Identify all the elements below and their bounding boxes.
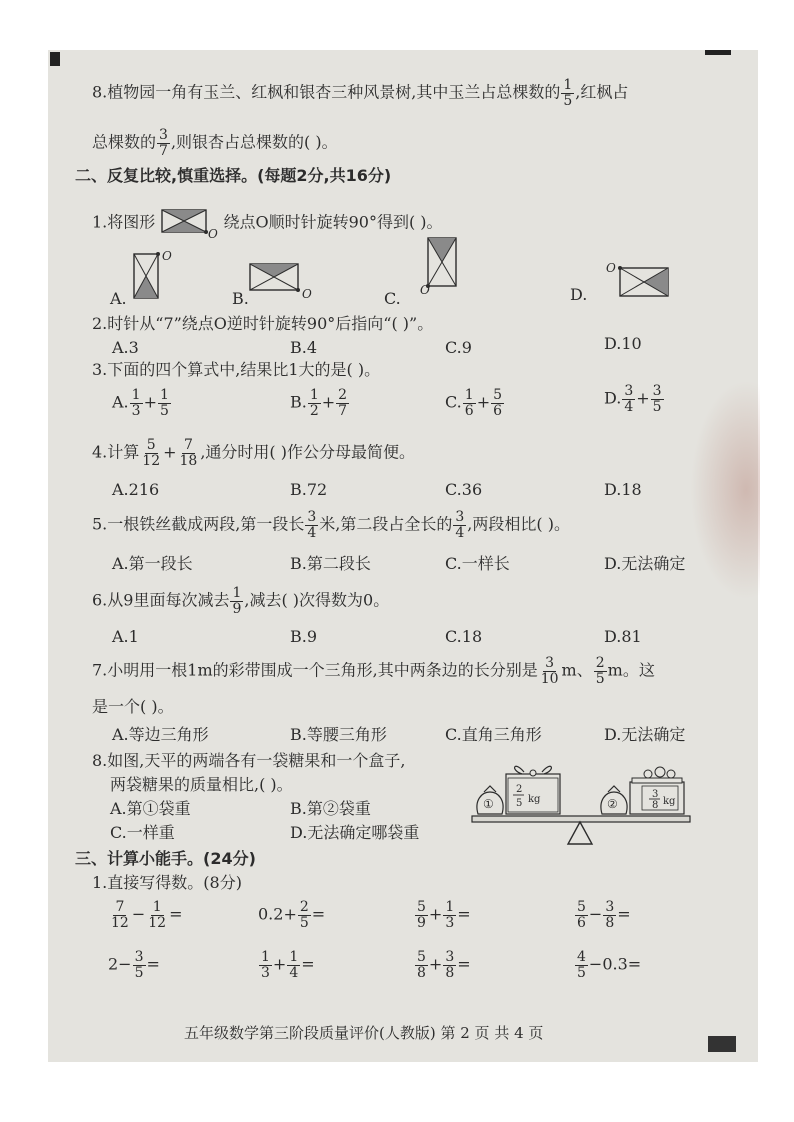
fraction: $\frac{3}{8}$: [605, 899, 615, 931]
option-a[interactable]: A.216: [112, 480, 160, 499]
option-d[interactable]: D.81: [604, 627, 642, 646]
fraction: $\frac{5}{12}$: [142, 437, 161, 469]
calc-problem-8[interactable]: $\frac{4}{5}$ −0.3=: [577, 949, 642, 981]
box-2-denominator: 8: [652, 800, 659, 811]
calc-problem-5[interactable]: 2− $\frac{3}{5}$ =: [108, 949, 160, 981]
option-a[interactable]: A. $\frac{1}{3}$ + $\frac{1}{5}$: [112, 387, 169, 419]
calc-problem-1[interactable]: $\frac{7}{12}$ − $\frac{1}{12}$ =: [111, 899, 183, 931]
svg-text:O: O: [162, 250, 172, 263]
fraction: $\frac{2}{7}$: [338, 387, 348, 419]
subsection-1-title: 1.直接写得数。(8分): [92, 873, 242, 892]
option-b[interactable]: B.9: [290, 627, 318, 646]
option-d[interactable]: D.18: [604, 480, 642, 499]
option-c[interactable]: C.一样重: [110, 823, 175, 842]
calc-problem-2[interactable]: 0.2+ $\frac{2}{5}$ =: [258, 899, 326, 931]
choice-question-3-stem: 3.下面的四个算式中,结果比1大的是( )。: [92, 360, 381, 379]
fraction: $\frac{5}{6}$: [493, 387, 503, 419]
fill-question-8-line1: 8.植物园一角有玉兰、红枫和银杏三种风景树,其中玉兰占总棵数的 $\frac{1}{5}$ ,红枫占: [92, 77, 629, 109]
option-c-figure: [420, 236, 464, 294]
option-a[interactable]: A.第①袋重: [110, 799, 191, 818]
choice-question-2-stem: 2.时针从“7”绕点O逆时针旋转90°后指向“( )”。: [92, 314, 434, 333]
option-d[interactable]: D.无法确定: [604, 554, 686, 573]
section-2-title: 二、反复比较,慎重选择。(每题2分,共16分): [75, 166, 392, 185]
fraction: $\frac{2}{5}$: [299, 899, 309, 931]
choice-question-7-stem: 7.小明用一根1m的彩带围成一个三角形,其中两条边的长分别是 $\frac{3}{10}$ m、 $\frac{2}{5}$ m。这: [92, 655, 655, 687]
option-a[interactable]: A.: [110, 289, 127, 308]
bag-1-label: ①: [483, 797, 494, 811]
option-b[interactable]: B.72: [290, 480, 328, 499]
choice-question-5-stem: 5.一根铁丝截成两段,第一段长 $\frac{3}{4}$ 米,第二段占全长的 $\frac{3}{4}$ ,两段相比( )。: [92, 509, 570, 541]
calc-problem-3[interactable]: $\frac{5}{9}$ + $\frac{1}{3}$ =: [417, 899, 471, 931]
option-b[interactable]: B.第二段长: [290, 554, 371, 573]
fraction: $\frac{2}{5}$: [595, 655, 605, 687]
svg-text:O: O: [420, 283, 430, 294]
bag-2-label: ②: [607, 797, 618, 811]
option-c[interactable]: C.: [384, 289, 401, 308]
option-d-figure: [604, 262, 672, 302]
svg-text:O: O: [606, 262, 616, 275]
fraction: $\frac{3}{5}$: [652, 383, 662, 415]
fraction: $\frac{7}{18}$: [179, 437, 198, 469]
option-c[interactable]: C.18: [445, 627, 483, 646]
fraction: $\frac{5}{6}$: [577, 899, 586, 931]
option-d[interactable]: D. $\frac{3}{4}$ + $\frac{3}{5}$: [604, 383, 662, 415]
fraction: $\frac{3}{4}$: [455, 509, 465, 541]
scan-corner-mark: [50, 52, 60, 66]
fraction: $\frac{3}{8}$: [445, 949, 455, 981]
option-d[interactable]: D.无法确定: [604, 725, 686, 744]
option-a[interactable]: A.1: [112, 627, 139, 646]
box-2-unit: kg: [663, 796, 676, 807]
option-b-figure: [246, 260, 316, 300]
option-d[interactable]: D.无法确定哪袋重: [290, 823, 420, 842]
scan-corner-mark: [705, 50, 731, 55]
option-b[interactable]: B.4: [290, 338, 318, 357]
option-c[interactable]: C.一样长: [445, 554, 510, 573]
fraction: $\frac{1}{12}$: [148, 899, 167, 931]
fraction: $\frac{3}{5}$: [134, 949, 144, 981]
fraction: $\frac{1}{3}$: [131, 387, 141, 419]
box-1-numerator: 2: [516, 784, 523, 795]
finger-shadow: [690, 380, 760, 600]
option-b[interactable]: B.第②袋重: [290, 799, 371, 818]
fraction: $\frac{1}{6}$: [464, 387, 474, 419]
svg-text:O: O: [208, 227, 219, 238]
choice-question-8-line2: 两袋糖果的质量相比,( )。: [110, 775, 293, 794]
choice-question-6-stem: 6.从9里面每次减去 $\frac{1}{9}$ ,减去( )次得数为0。: [92, 585, 390, 617]
fraction: $\frac{1}{2}$: [309, 387, 319, 419]
option-c[interactable]: C.36: [445, 480, 483, 499]
box-1-denominator: 5: [516, 798, 523, 809]
fraction: $\frac{3}{4}$: [307, 509, 317, 541]
choice-question-7-line2: 是一个( )。: [92, 697, 174, 716]
box-1-unit: kg: [528, 794, 541, 805]
fraction: $\frac{5}{9}$: [417, 899, 426, 931]
fraction: $\frac{3}{10}$: [540, 655, 559, 687]
option-d[interactable]: D.: [570, 285, 588, 304]
fraction: $\frac{1}{5}$: [563, 77, 573, 109]
fill-question-8-line2: 总棵数的 $\frac{3}{7}$ ,则银杏占总棵数的( )。: [92, 127, 338, 159]
fraction: $\frac{1}{3}$: [445, 899, 455, 931]
fraction: $\frac{1}{3}$: [261, 949, 270, 981]
fraction: $\frac{7}{12}$: [111, 899, 129, 931]
calc-problem-6[interactable]: $\frac{1}{3}$ + $\frac{1}{4}$ =: [261, 949, 315, 981]
fraction: $\frac{4}{5}$: [577, 949, 586, 981]
fraction: $\frac{3}{4}$: [624, 383, 634, 415]
fraction: $\frac{1}{9}$: [232, 585, 242, 617]
option-c[interactable]: C. $\frac{1}{6}$ + $\frac{5}{6}$: [445, 387, 503, 419]
scan-corner-mark: [708, 1036, 736, 1052]
fraction: $\frac{1}{4}$: [289, 949, 299, 981]
option-a[interactable]: A.等边三角形: [112, 725, 209, 744]
balance-scale-figure: [468, 756, 698, 848]
choice-question-8-line1: 8.如图,天平的两端各有一袋糖果和一个盒子,: [92, 751, 406, 770]
option-b[interactable]: B.: [232, 289, 249, 308]
option-a[interactable]: A.第一段长: [112, 554, 193, 573]
page-footer: 五年级数学第三阶段质量评价(人教版) 第 2 页 共 4 页: [184, 1024, 544, 1042]
option-c[interactable]: C.9: [445, 338, 472, 357]
calc-problem-4[interactable]: $\frac{5}{6}$ − $\frac{3}{8}$ =: [577, 899, 631, 931]
option-a[interactable]: A.3: [112, 338, 139, 357]
option-b[interactable]: B. $\frac{1}{2}$ + $\frac{2}{7}$: [290, 387, 348, 419]
rectangle-figure: [160, 208, 218, 238]
fraction: $\frac{3}{7}$: [159, 127, 168, 159]
fraction: $\frac{1}{5}$: [159, 387, 169, 419]
calc-problem-7[interactable]: $\frac{5}{8}$ + $\frac{3}{8}$ =: [417, 949, 471, 981]
option-d[interactable]: D.10: [604, 334, 642, 353]
fraction: $\frac{5}{8}$: [417, 949, 426, 981]
option-a-figure: [130, 250, 182, 302]
box-2-numerator: 3: [652, 789, 659, 800]
choice-question-1-stem: 1.将图形 O 绕点O顺时针旋转90°得到( )。: [92, 208, 443, 238]
svg-text:O: O: [302, 287, 312, 300]
option-b[interactable]: B.等腰三角形: [290, 725, 387, 744]
section-3-title: 三、计算小能手。(24分): [75, 849, 256, 868]
choice-question-4-stem: 4.计算 $\frac{5}{12}$ + $\frac{7}{18}$ ,通分时用( )作公分母最简便。: [92, 437, 416, 469]
option-c[interactable]: C.直角三角形: [445, 725, 542, 744]
